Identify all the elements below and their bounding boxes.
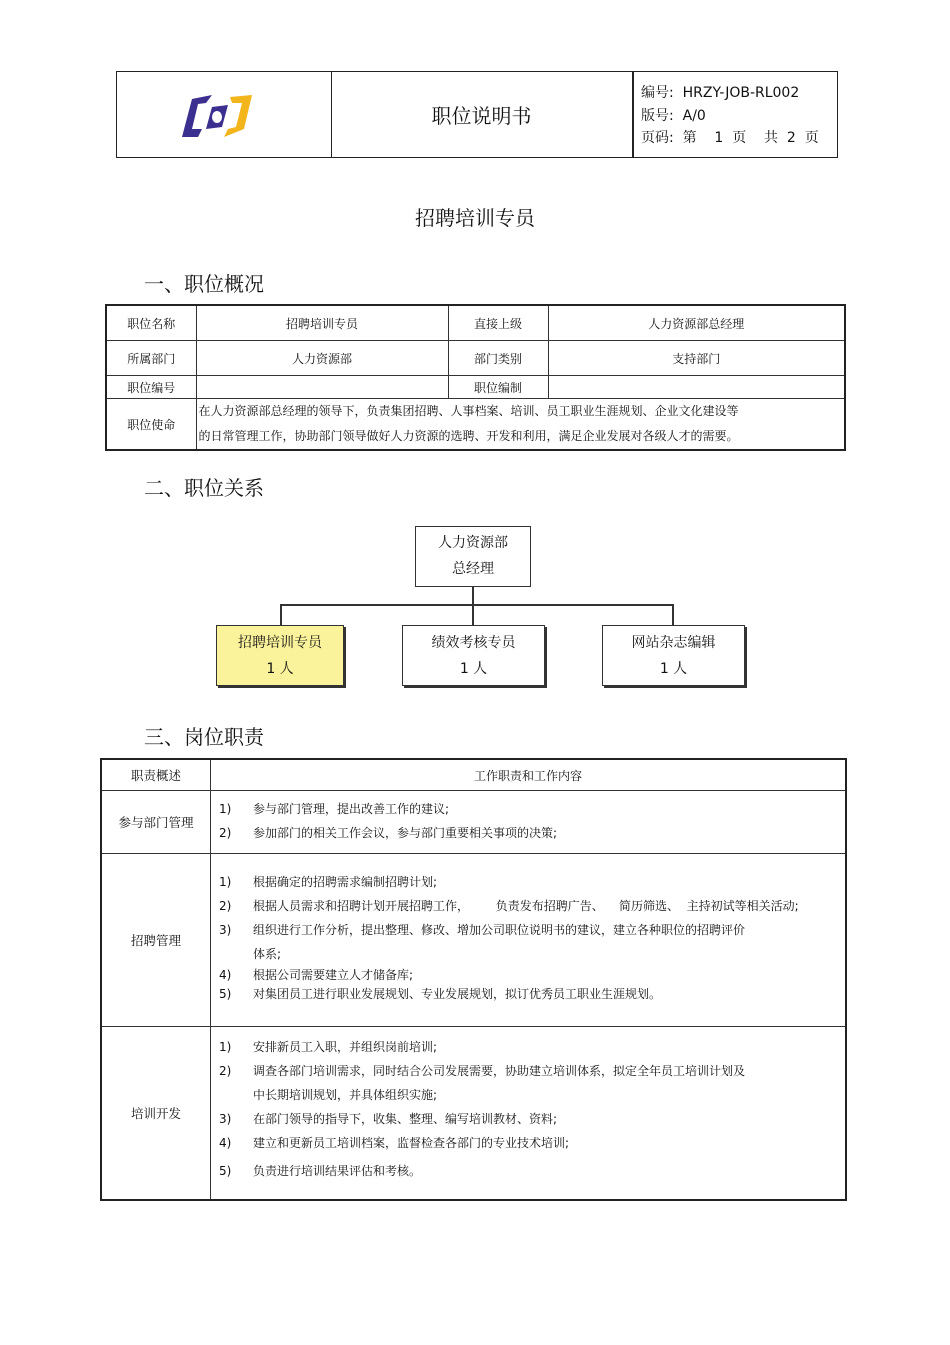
version-line [641, 105, 706, 125]
list-item: 3) 组织进行工作分析，提出整理、修改、增加公司职位说明书的建议，建立各种职位的招聘评价 [219, 923, 746, 937]
mission-cell [196, 399, 845, 451]
value-cell: 人力资源部 [196, 341, 448, 376]
org-node-recruit-training [216, 625, 344, 686]
table-row [101, 1027, 846, 1201]
org-node-count: 1 人 [459, 661, 488, 677]
list-item: 4) 建立和更新员工培训档案，监督检查各部门的专业技术培训; [219, 1136, 570, 1150]
table-header-row [101, 759, 846, 791]
table-row [106, 305, 845, 341]
company-logo [172, 89, 262, 145]
list-item: 1) 根据确定的招聘需求编制招聘计划; [219, 875, 438, 889]
label-cell: 部门类别 [448, 341, 548, 376]
list-item: 中长期培训规划，并具体组织实施; [253, 1088, 438, 1102]
table-row [106, 376, 845, 399]
value-cell: 招聘培训专员 [196, 305, 448, 341]
page-number: 页码: 第 1 页 共 2 页 [641, 130, 819, 146]
version-label: 版号: [641, 108, 674, 124]
value-cell: 支持部门 [548, 341, 845, 376]
table-row [106, 399, 845, 451]
org-node-web-editor [602, 625, 745, 686]
org-node-manager [415, 526, 531, 587]
job-title: 招聘培训专员 [415, 206, 535, 230]
duties-table [100, 758, 847, 1201]
label-cell: 所属部门 [106, 341, 196, 376]
section1-heading: 一、职位概况 [144, 272, 264, 296]
duty-group-label: 培训开发 [101, 1027, 211, 1201]
column-header: 职责概述 [101, 759, 211, 791]
list-item: 体系; [253, 947, 282, 961]
duty-group-label: 参与部门管理 [101, 791, 211, 854]
org-node-performance [402, 625, 545, 686]
list-item: 3) 在部门领导的指导下，收集、整理、编写培训教材、资料; [219, 1112, 558, 1126]
code-line [641, 82, 799, 102]
list-item: 1) 参与部门管理，提出改善工作的建议; [219, 802, 450, 816]
org-node-count: 1 人 [659, 661, 688, 677]
label-cell: 职位编号 [106, 376, 196, 399]
job-overview-table [105, 304, 846, 451]
value-cell [548, 376, 845, 399]
duty-group-items [211, 1027, 847, 1201]
label-cell: 职位编制 [448, 376, 548, 399]
list-item: 2) 调查各部门培训需求，同时结合公司发展需要，协助建立培训体系，拟定全年员工培训计划及 [219, 1064, 746, 1078]
document-type-title: 职位说明书 [431, 104, 532, 128]
duty-group-label: 招聘管理 [101, 854, 211, 1027]
duty-group-items [211, 854, 847, 1027]
code-value: HRZY-JOB-RL002 [682, 85, 800, 101]
org-node-line: 总经理 [452, 561, 494, 577]
mission-line: 在人力资源部总经理的领导下，负责集团招聘、人事档案、培训、员工职业生涯规划、企业文化建设等 [198, 404, 739, 418]
code-label: 编号: [641, 85, 674, 101]
table-row [106, 341, 845, 376]
section2-heading: 二、职位关系 [144, 476, 264, 500]
value-cell: 人力资源部总经理 [548, 305, 845, 341]
mission-line: 的日常管理工作，协助部门领导做好人力资源的选聘、开发和利用，满足企业发展对各级人才的需要。 [198, 429, 739, 443]
list-item: 4) 根据公司需要建立人才储备库; [219, 968, 414, 982]
logo-cell [117, 72, 332, 157]
list-item: 2) 参加部门的相关工作会议，参与部门重要相关事项的决策; [219, 826, 558, 840]
section3-heading: 三、岗位职责 [144, 725, 264, 749]
label-cell: 直接上级 [448, 305, 548, 341]
list-item: 5) 对集团员工进行职业发展规划、专业发展规划，拟订优秀员工职业生涯规划。 [219, 987, 662, 1001]
list-item: 5) 负责进行培训结果评估和考核。 [219, 1164, 422, 1178]
org-node-line: 人力资源部 [438, 535, 508, 551]
document-header [116, 71, 838, 158]
org-node-name: 绩效考核专员 [431, 635, 516, 651]
table-row [101, 791, 846, 854]
org-node-name: 招聘培训专员 [238, 635, 322, 651]
org-node-name: 网站杂志编辑 [631, 635, 716, 651]
column-header: 工作职责和工作内容 [211, 759, 847, 791]
version-value: A/0 [682, 108, 706, 124]
label-cell: 职位名称 [106, 305, 196, 341]
org-node-count: 1 人 [266, 661, 294, 677]
duty-group-items [211, 791, 847, 854]
list-item: 2) 根据人员需求和招聘计划开展招聘工作， 负责发布招聘广告、 简历筛选、 主持初试等相关活动; [219, 899, 799, 913]
table-row [101, 854, 846, 1027]
value-cell [196, 376, 448, 399]
list-item: 1) 安排新员工入职，并组织岗前培训; [219, 1040, 438, 1054]
label-cell: 职位使命 [106, 399, 196, 451]
